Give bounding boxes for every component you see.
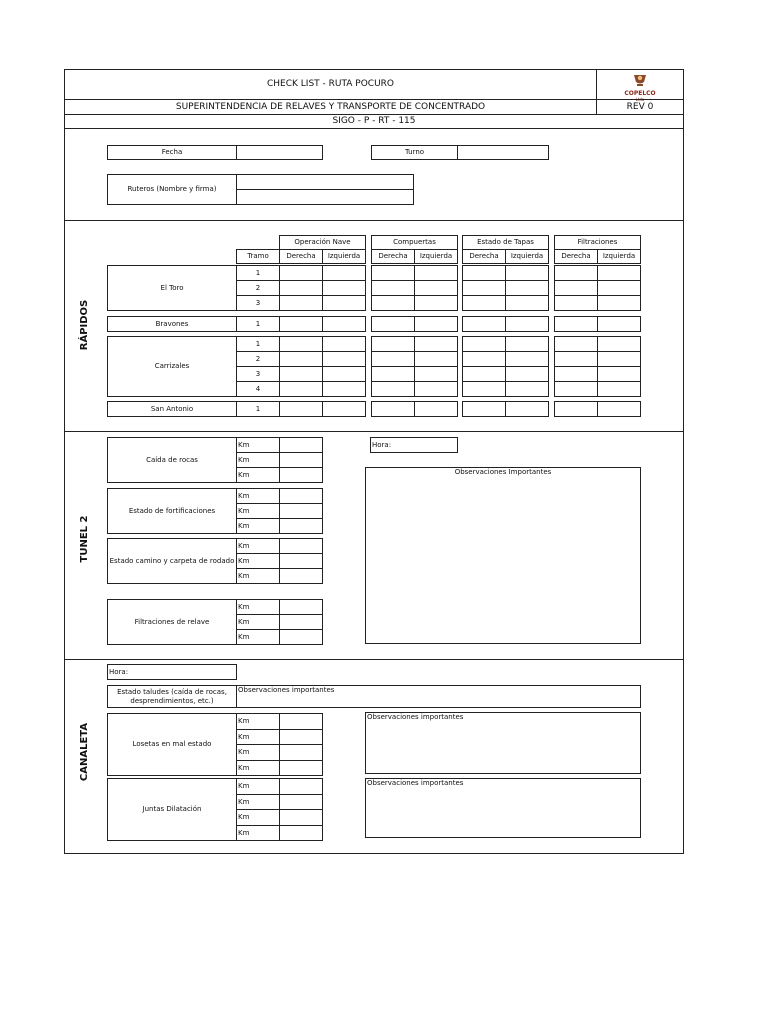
tunel-item-label: Caída de rocas (146, 455, 198, 464)
derecha-header: Derecha (378, 252, 408, 261)
km-value-input[interactable] (279, 760, 323, 777)
check-cell-derecha[interactable] (371, 351, 415, 367)
check-cell-izquierda[interactable] (597, 265, 641, 281)
canaleta-item-label: Juntas Dilatación (142, 805, 202, 814)
tunel-hora-label: Hora: (372, 440, 392, 449)
tramo-number: 1 (255, 268, 261, 277)
check-cell-izquierda[interactable] (597, 336, 641, 352)
km-label: Km (238, 440, 250, 449)
check-cell-derecha[interactable] (279, 401, 323, 417)
tramo-number: 1 (255, 339, 261, 348)
km-label: Km (238, 541, 250, 550)
canaleta-hora-label: Hora: (109, 667, 129, 676)
km-value-input[interactable] (279, 778, 323, 795)
km-value-input[interactable] (279, 713, 323, 730)
check-cell-derecha[interactable] (554, 381, 598, 397)
check-cell-derecha[interactable] (371, 295, 415, 311)
derecha-header: Derecha (286, 252, 316, 261)
km-value-input[interactable] (279, 467, 323, 483)
check-cell-izquierda[interactable] (597, 351, 641, 367)
derecha-header: Derecha (561, 252, 591, 261)
km-value-input[interactable] (279, 599, 323, 615)
km-label: Km (238, 602, 250, 611)
check-cell-izquierda[interactable] (322, 366, 366, 382)
check-cell-izquierda[interactable] (597, 366, 641, 382)
logo-subtext: Ltda (635, 97, 645, 102)
check-cell-derecha[interactable] (279, 336, 323, 352)
km-label: Km (238, 797, 250, 806)
km-label: Km (238, 470, 250, 479)
taludes-label: Estado taludes (caída de rocas, desprendimientos, etc.) (117, 688, 227, 705)
form-subtitle: SUPERINTENDENCIA DE RELAVES Y TRANSPORTE DE CONCENTRADO (175, 101, 486, 112)
check-cell-derecha[interactable] (279, 280, 323, 296)
cup-logo-icon (620, 73, 660, 87)
check-cell-derecha[interactable] (554, 401, 598, 417)
check-cell-izquierda[interactable] (505, 265, 549, 281)
group-header-2: Compuertas (393, 238, 436, 247)
tunel-section-label: TUNEL 2 (79, 515, 90, 563)
km-label: Km (238, 763, 250, 772)
rapidos-section-label: RÁPIDOS (79, 299, 90, 351)
revision-label: REV 0 (626, 101, 654, 112)
check-cell-derecha[interactable] (371, 316, 415, 332)
check-cell-derecha[interactable] (279, 265, 323, 281)
check-cell-izquierda[interactable] (505, 295, 549, 311)
km-value-input[interactable] (279, 568, 323, 584)
check-cell-derecha[interactable] (371, 401, 415, 417)
check-cell-derecha[interactable] (554, 366, 598, 382)
location-name: Carrizales (154, 362, 190, 371)
km-value-input[interactable] (279, 538, 323, 554)
check-cell-izquierda[interactable] (322, 295, 366, 311)
juntas-observaciones-label: Observaciones importantes (367, 779, 464, 787)
check-cell-derecha[interactable] (554, 336, 598, 352)
check-cell-izquierda[interactable] (322, 265, 366, 281)
tramo-header: Tramo (247, 252, 269, 261)
copelco-logo (620, 72, 660, 102)
km-label: Km (238, 813, 250, 822)
km-label: Km (238, 521, 250, 530)
check-cell-izquierda[interactable] (597, 381, 641, 397)
check-cell-izquierda[interactable] (505, 381, 549, 397)
check-cell-derecha[interactable] (371, 265, 415, 281)
check-cell-izquierda[interactable] (322, 280, 366, 296)
check-cell-derecha[interactable] (462, 366, 506, 382)
check-cell-izquierda[interactable] (414, 381, 458, 397)
location-name: San Antonio (150, 404, 194, 413)
losetas-observaciones-label: Observaciones importantes (367, 713, 464, 721)
ruteros-input-1[interactable] (236, 174, 414, 190)
canaleta-item-label: Losetas en mal estado (132, 740, 212, 749)
km-label: Km (238, 748, 250, 757)
check-cell-izquierda[interactable] (322, 336, 366, 352)
group-header-4: Filtraciones (577, 238, 618, 247)
tunel-item-label: Estado de fortificaciones (128, 506, 216, 515)
ruteros-label: Ruteros (Nombre y firma) (127, 185, 217, 194)
check-cell-derecha[interactable] (462, 381, 506, 397)
check-cell-izquierda[interactable] (505, 280, 549, 296)
check-cell-derecha[interactable] (279, 295, 323, 311)
km-value-input[interactable] (279, 629, 323, 645)
check-cell-derecha[interactable] (462, 316, 506, 332)
check-cell-izquierda[interactable] (505, 336, 549, 352)
km-value-input[interactable] (279, 809, 323, 826)
km-value-input[interactable] (279, 488, 323, 504)
tunel-item-label: Estado camino y carpeta de rodado (109, 556, 235, 565)
check-cell-izquierda[interactable] (322, 351, 366, 367)
form-code: SIGO - P - RT - 115 (332, 116, 416, 127)
km-value-input[interactable] (279, 503, 323, 519)
tramo-number: 1 (255, 319, 261, 328)
check-cell-izquierda[interactable] (414, 366, 458, 382)
izquierda-header: Izquierda (419, 252, 453, 261)
location-name: Bravones (155, 319, 189, 328)
check-cell-derecha[interactable] (554, 280, 598, 296)
km-value-input[interactable] (279, 452, 323, 468)
check-cell-derecha[interactable] (371, 280, 415, 296)
check-cell-izquierda[interactable] (505, 316, 549, 332)
tramo-number: 2 (255, 283, 261, 292)
check-cell-derecha[interactable] (554, 265, 598, 281)
km-value-input[interactable] (279, 729, 323, 746)
km-value-input[interactable] (279, 825, 323, 842)
derecha-header: Derecha (469, 252, 499, 261)
km-value-input[interactable] (279, 518, 323, 534)
km-value-input[interactable] (279, 794, 323, 811)
check-cell-derecha[interactable] (462, 351, 506, 367)
check-cell-izquierda[interactable] (505, 401, 549, 417)
tramo-number: 3 (255, 369, 261, 378)
check-cell-izquierda[interactable] (322, 401, 366, 417)
turno-label: Turno (404, 148, 425, 157)
check-cell-izquierda[interactable] (597, 295, 641, 311)
location-name: El Toro (160, 283, 184, 292)
izquierda-header: Izquierda (510, 252, 544, 261)
check-cell-izquierda[interactable] (322, 316, 366, 332)
tunel-observaciones-box[interactable] (365, 467, 641, 644)
check-cell-izquierda[interactable] (414, 351, 458, 367)
km-value-input[interactable] (279, 744, 323, 761)
check-cell-izquierda[interactable] (505, 366, 549, 382)
fecha-input[interactable] (236, 145, 323, 160)
check-cell-derecha[interactable] (279, 381, 323, 397)
check-cell-izquierda[interactable] (322, 381, 366, 397)
logo-text: COPELCO (624, 90, 656, 97)
taludes-observaciones-label: Observaciones importantes (238, 686, 335, 694)
check-cell-izquierda[interactable] (414, 280, 458, 296)
km-label: Km (238, 632, 250, 641)
canaleta-section-label: CANALETA (79, 722, 90, 782)
check-cell-derecha[interactable] (462, 280, 506, 296)
check-cell-izquierda[interactable] (414, 265, 458, 281)
check-cell-izquierda[interactable] (597, 280, 641, 296)
tramo-number: 4 (255, 384, 261, 393)
check-cell-derecha[interactable] (279, 366, 323, 382)
check-cell-derecha[interactable] (371, 366, 415, 382)
check-cell-derecha[interactable] (462, 295, 506, 311)
check-cell-derecha[interactable] (462, 265, 506, 281)
km-label: Km (238, 828, 250, 837)
check-cell-derecha[interactable] (554, 295, 598, 311)
check-cell-izquierda[interactable] (505, 351, 549, 367)
group-header-1: Operación Nave (294, 238, 351, 247)
km-value-input[interactable] (279, 553, 323, 569)
check-cell-derecha[interactable] (279, 351, 323, 367)
izquierda-header: Izquierda (602, 252, 636, 261)
tunel-item-label: Filtraciones de relave (134, 617, 210, 626)
km-label: Km (238, 571, 250, 580)
tramo-number: 1 (255, 404, 261, 413)
check-cell-derecha[interactable] (279, 316, 323, 332)
check-cell-derecha[interactable] (462, 401, 506, 417)
km-label: Km (238, 556, 250, 565)
check-cell-derecha[interactable] (554, 316, 598, 332)
check-cell-derecha[interactable] (462, 336, 506, 352)
fecha-label: Fecha (161, 148, 183, 157)
tramo-number: 3 (255, 298, 261, 307)
check-cell-izquierda[interactable] (414, 401, 458, 417)
km-label: Km (238, 506, 250, 515)
izquierda-header: Izquierda (327, 252, 361, 261)
km-label: Km (238, 782, 250, 791)
check-cell-izquierda[interactable] (597, 316, 641, 332)
check-cell-izquierda[interactable] (414, 316, 458, 332)
tramo-number: 2 (255, 354, 261, 363)
form-title: CHECK LIST - RUTA POCURO (266, 79, 394, 90)
km-value-input[interactable] (279, 614, 323, 630)
km-value-input[interactable] (279, 437, 323, 453)
check-cell-izquierda[interactable] (597, 401, 641, 417)
check-cell-izquierda[interactable] (414, 295, 458, 311)
ruteros-input-2[interactable] (236, 189, 414, 205)
km-label: Km (238, 455, 250, 464)
km-label: Km (238, 717, 250, 726)
check-cell-izquierda[interactable] (414, 336, 458, 352)
km-label: Km (238, 732, 250, 741)
tunel-observaciones-label: Observaciones Importantes (454, 468, 552, 476)
check-cell-derecha[interactable] (371, 381, 415, 397)
turno-input[interactable] (457, 145, 549, 160)
group-header-3: Estado de Tapas (477, 238, 534, 247)
km-label: Km (238, 491, 250, 500)
check-cell-derecha[interactable] (371, 336, 415, 352)
km-label: Km (238, 617, 250, 626)
check-cell-derecha[interactable] (554, 351, 598, 367)
